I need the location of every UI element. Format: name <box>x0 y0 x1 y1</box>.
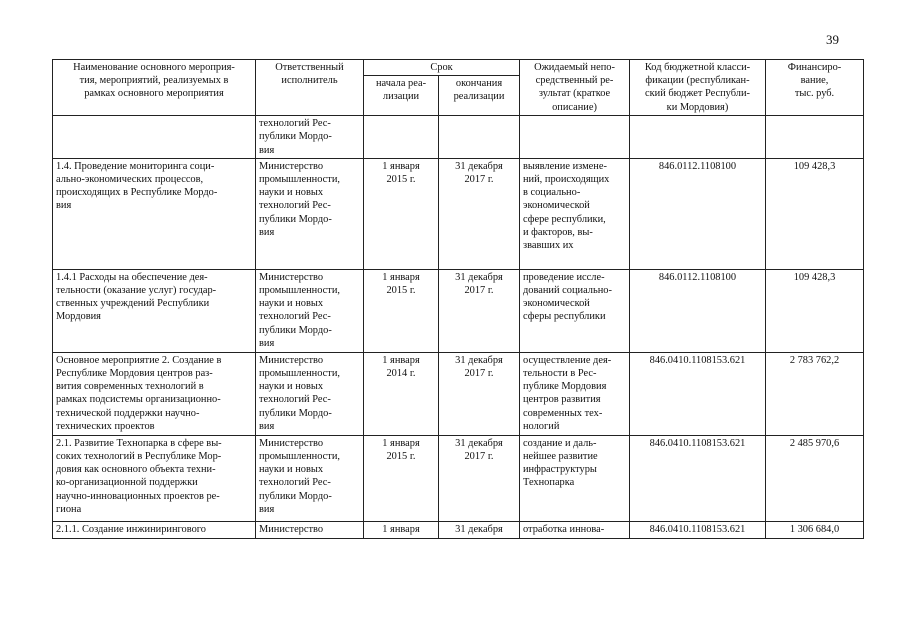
row-expected-result: отработка иннова- <box>520 521 630 538</box>
row-expected-result: создание и даль- нейшее развитие инфраструктуры Технопарка <box>520 435 630 521</box>
row-budget-code: 846.0410.1108153.621 <box>630 521 766 538</box>
row-amount: 109 428,3 <box>766 269 864 352</box>
header-term-end: окончания реализации <box>439 76 520 116</box>
row-budget-code: 846.0112.1108100 <box>630 269 766 352</box>
row-executor: Министерство промышленности, науки и новых технологий Рес- публики Мордо- вия <box>256 352 364 435</box>
row-amount: 1 306 684,0 <box>766 521 864 538</box>
row-executor: Министерство промышленности, науки и новых технологий Рес- публики Мордо- вия <box>256 435 364 521</box>
table-row <box>53 158 864 269</box>
row-measure-name <box>53 116 256 159</box>
row-budget-code: 846.0112.1108100 <box>630 158 766 269</box>
row-term-start: 1 января 2014 г. <box>364 352 439 435</box>
row-term-end: 31 декабря 2017 г. <box>439 269 520 352</box>
row-budget-code <box>630 116 766 159</box>
row-measure-name: 1.4. Проведение мониторинга соци- ально-экономических процессов, происходящих в Республике Мордо- вия <box>53 158 256 269</box>
table-row <box>53 521 864 538</box>
row-term-start: 1 января <box>364 521 439 538</box>
row-executor: технологий Рес- публики Мордо- вия <box>256 116 364 159</box>
row-executor: Министерство <box>256 521 364 538</box>
row-amount <box>766 116 864 159</box>
row-expected-result: осуществление дея- тельности в Рес- публике Мордовия центров развития современных тех- нологий <box>520 352 630 435</box>
header-financing: Финансиро- вание, тыс. руб. <box>766 60 864 116</box>
row-term-end: 31 декабря 2017 г. <box>439 435 520 521</box>
row-term-end: 31 декабря <box>439 521 520 538</box>
header-term-start: начала реа- лизации <box>364 76 439 116</box>
row-term-end: 31 декабря 2017 г. <box>439 352 520 435</box>
row-term-end <box>439 116 520 159</box>
row-executor: Министерство промышленности, науки и новых технологий Рес- публики Мордо- вия <box>256 269 364 352</box>
row-term-start: 1 января 2015 г. <box>364 158 439 269</box>
row-measure-name: 1.4.1 Расходы на обеспечение дея- тельности (оказание услуг) государ- ственных учреждений Республики Мордовия <box>53 269 256 352</box>
page-number: 39 <box>826 32 839 47</box>
row-expected-result <box>520 116 630 159</box>
header-budget-code: Код бюджетной класси- фикации (республикан- ский бюджет Республи- ки Мордовия) <box>630 60 766 116</box>
table-row <box>53 352 864 435</box>
table-row <box>53 269 864 352</box>
header-term: Срок <box>364 60 520 76</box>
row-amount: 109 428,3 <box>766 158 864 269</box>
table-row <box>53 116 864 159</box>
header-expected-result: Ожидаемый непо- средственный ре- зультат (краткое описание) <box>520 60 630 116</box>
row-expected-result: проведение иссле- дований социально- экономической сферы республики <box>520 269 630 352</box>
row-budget-code: 846.0410.1108153.621 <box>630 435 766 521</box>
row-budget-code: 846.0410.1108153.621 <box>630 352 766 435</box>
row-term-start: 1 января 2015 г. <box>364 435 439 521</box>
row-term-start: 1 января 2015 г. <box>364 269 439 352</box>
header-measure-name: Наименование основного мероприя- тия, мероприятий, реализуемых в рамках основного мероприятия <box>53 60 256 116</box>
table-row <box>53 435 864 521</box>
row-executor: Министерство промышленности, науки и новых технологий Рес- публики Мордо- вия <box>256 158 364 269</box>
row-measure-name: 2.1. Развитие Технопарка в сфере вы- соких технологий в Республике Мор- довия как основного объекта техни- ко-организационной поддержки научно-инновационных проектов ре- гиона <box>53 435 256 521</box>
row-term-end: 31 декабря 2017 г. <box>439 158 520 269</box>
row-amount: 2 783 762,2 <box>766 352 864 435</box>
row-expected-result: выявление измене- ний, происходящих в социально- экономической сфере республики, и факторов, вы- звавших их <box>520 158 630 269</box>
row-amount: 2 485 970,6 <box>766 435 864 521</box>
program-activities-table <box>52 59 864 539</box>
header-executor: Ответственный исполнитель <box>256 60 364 116</box>
row-term-start <box>364 116 439 159</box>
row-measure-name: 2.1.1. Создание инжинирингового <box>53 521 256 538</box>
row-measure-name: Основное мероприятие 2. Создание в Республике Мордовия центров раз- вития современных технологий в рамках подсистемы организационно- технической поддержки научно- технических проектов <box>53 352 256 435</box>
